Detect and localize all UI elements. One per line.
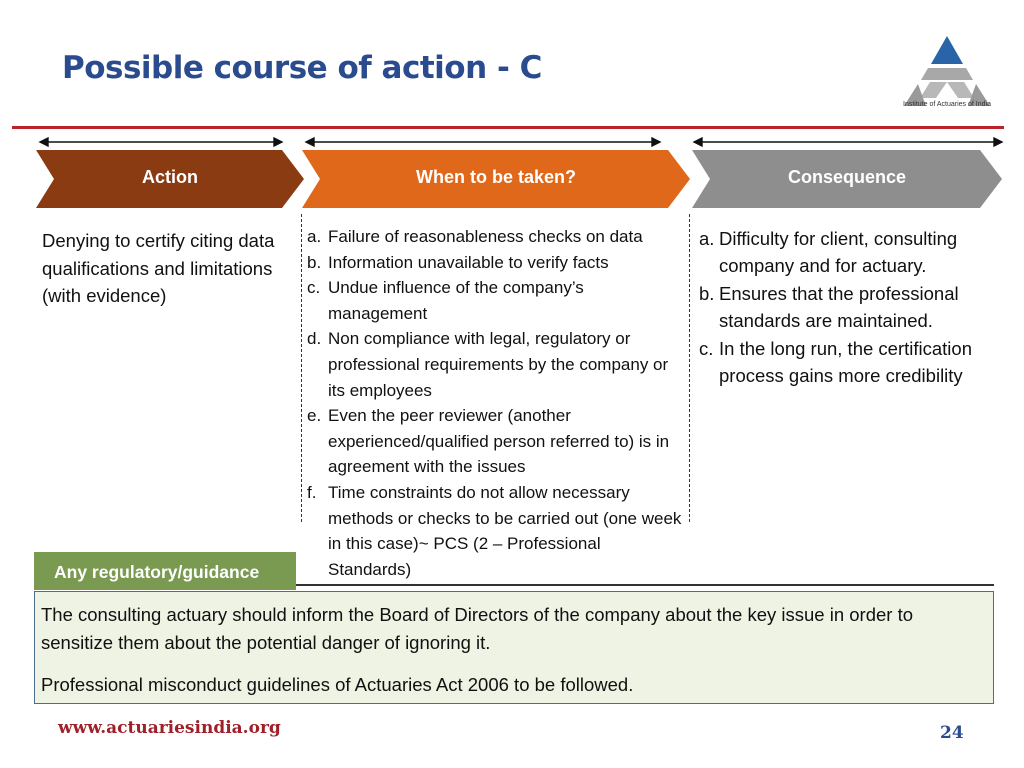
column-divider-right [689,214,690,522]
column-span-arrows [0,134,1024,150]
list-marker: b. [699,282,715,304]
consequence-list [699,225,999,389]
list-item-text: Time constraints do not allow necessary methods or checks to be carried out (one week in this case)~ PCS (2 – Professional Standards) [328,482,682,579]
logo-caption: Institute of Actuaries of India [903,101,991,108]
regulatory-rule [296,584,994,586]
list-item-text: Information unavailable to verify facts [328,252,609,272]
list-item [307,224,687,250]
list-item [307,250,687,276]
list-item-text: Difficulty for client, consulting company and for actuary. [719,228,958,277]
page-number: 24 [940,723,964,743]
footer-link[interactable]: www.actuariesindia.org [58,718,281,738]
when-header [302,150,690,208]
list-marker: e. [307,406,322,426]
slide-title: Possible course of action - C [62,50,542,86]
regulatory-paragraph-2: Professional misconduct guidelines of Actuaries Act 2006 to be followed. [41,674,634,695]
when-header-label: When to be taken? [415,167,576,187]
list-marker: a. [699,228,715,249]
list-marker: b. [307,252,322,272]
list-item-text: Ensures that the professional standards are maintained. [719,282,959,332]
regulatory-tab [34,552,296,590]
list-item [699,280,999,335]
title-divider [12,126,1004,129]
regulatory-paragraph-1: The consulting actuary should inform the Board of Directors of the company about the key issue in order to sensitize them about the potential danger of ignoring it. [41,604,914,653]
column-divider-left [301,214,302,522]
list-marker: d. [307,329,322,349]
action-header [36,150,304,208]
list-marker: c. [699,337,714,359]
list-item [307,275,687,326]
list-marker: f. [307,482,317,502]
regulatory-tab-label: Any regulatory/guidance [54,562,260,582]
list-item [307,480,687,582]
consequence-header-label: Consequence [787,167,907,187]
list-item-text: Failure of reasonableness checks on data [328,227,643,246]
action-text: Denying to certify citing data qualifications and limitations (with evidence) [42,230,275,306]
list-item [307,326,687,403]
list-item-text: Non compliance with legal, regulatory or professional requirements by the company or its employees [328,329,669,400]
consequence-header [692,150,1002,208]
list-item [307,403,687,480]
regulatory-box [34,591,994,704]
list-item [699,225,999,280]
list-item-text: Undue influence of the company’s management [328,278,584,323]
list-item-text: In the long run, the certification process gains more credibility [719,337,972,387]
list-item [699,335,999,390]
list-item-text: Even the peer reviewer (another experienced/qualified person referred to) is in agreement with the issues [328,406,670,477]
action-header-label: Action [142,167,198,187]
list-marker: a. [307,227,322,246]
when-list [307,224,687,582]
list-marker: c. [307,278,321,298]
